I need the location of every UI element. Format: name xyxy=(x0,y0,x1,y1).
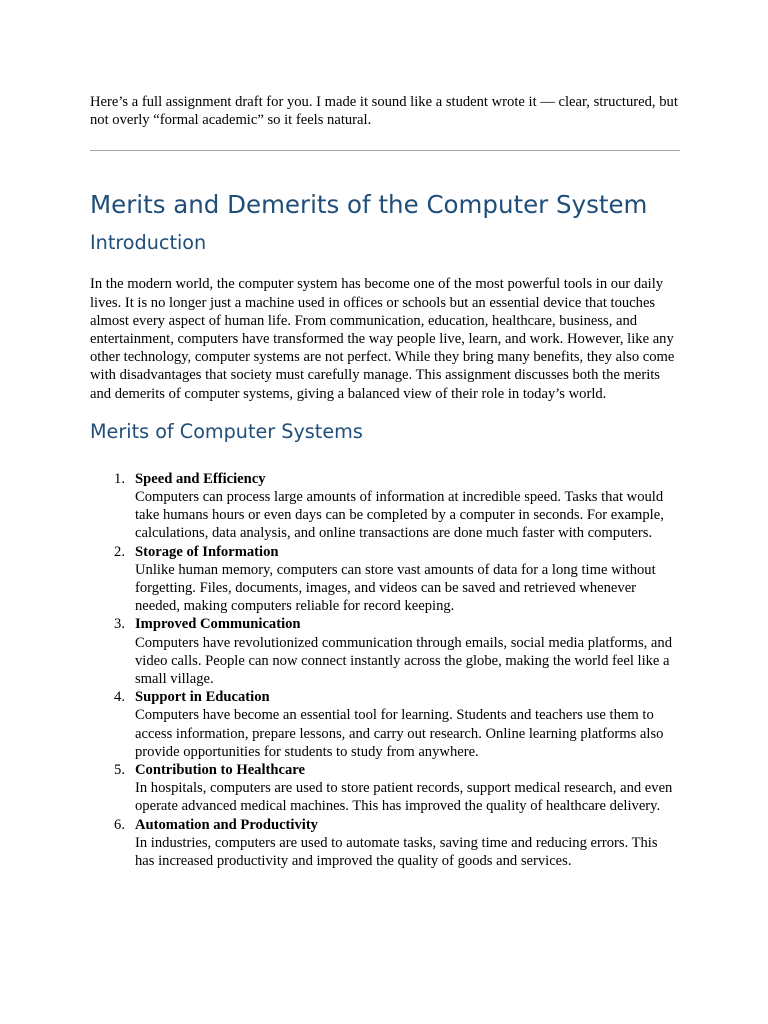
document-page xyxy=(90,93,680,870)
merit-body: In hospitals, computers are used to store patient records, support medical research, and even operate advanced medical machines. This has improved the quality of healthcare delivery. xyxy=(135,780,673,815)
merit-body: Computers have revolutionized communication through emails, social media platforms, and video calls. People can now connect instantly across the globe, making the world feel like a small village. xyxy=(135,634,672,688)
merit-number: 6. xyxy=(114,816,125,833)
merit-number: 4. xyxy=(114,689,125,706)
merit-number: 1. xyxy=(114,470,125,487)
merit-item xyxy=(90,615,680,688)
merit-title: Improved Communication xyxy=(135,616,301,633)
merit-title: Support in Education xyxy=(135,689,270,706)
introduction-heading: Introduction xyxy=(90,231,207,255)
merit-number: 2. xyxy=(114,543,125,560)
merit-number: 3. xyxy=(114,616,125,633)
merit-title: Speed and Efficiency xyxy=(135,470,266,487)
merit-item xyxy=(90,761,680,816)
merits-list xyxy=(90,470,680,870)
merit-body: Computers have become an essential tool for learning. Students and teachers use them to access information, prepare lessons, and carry out research. Online learning platforms also provide opportunities for students to study from anywhere. xyxy=(135,707,664,760)
merits-heading: Merits of Computer Systems xyxy=(90,419,363,443)
merit-title: Automation and Productivity xyxy=(135,816,318,833)
merit-body: Computers can process large amounts of information at incredible speed. Tasks that would take humans hours or even days can be completed by a computer in seconds. For example, calculations, data analysis, and online transactions are done much faster with computers. xyxy=(135,489,664,542)
merit-title: Contribution to Healthcare xyxy=(135,762,305,779)
horizontal-divider xyxy=(90,150,680,151)
introduction-paragraph: In the modern world, the computer system has become one of the most powerful tools in our daily lives. It is no longer just a machine used in offices or schools but an essential device that touches almost every aspect of human life. From communication, education, healthcare, business, and entertainment, computers have transformed the way people live, learn, and work. However, like any other technology, computer systems are not perfect. While they bring many benefits, they also come with disadvantages that society must carefully manage. This assignment discusses both the merits and demerits of computer systems, giving a balanced view of their role in today’s world. xyxy=(90,276,675,402)
merit-body: In industries, computers are used to automate tasks, saving time and reducing errors. This has increased productivity and improved the quality of goods and services. xyxy=(135,834,658,870)
merit-number: 5. xyxy=(114,762,125,779)
document-title: Merits and Demerits of the Computer System xyxy=(90,190,648,220)
merit-item xyxy=(90,543,680,616)
merit-item xyxy=(90,470,680,543)
intro-note: Here’s a full assignment draft for you. I made it sound like a student wrote it — clear, structured, but not overly “formal academic” so it feels natural. xyxy=(90,94,678,129)
merit-item xyxy=(90,816,680,871)
merit-item xyxy=(90,688,680,761)
merit-body: Unlike human memory, computers can store vast amounts of data for a long time without forgetting. Files, documents, images, and videos can be saved and retrieved whenever needed, making computers reliable for record keeping. xyxy=(135,561,656,615)
merit-title: Storage of Information xyxy=(135,543,279,560)
